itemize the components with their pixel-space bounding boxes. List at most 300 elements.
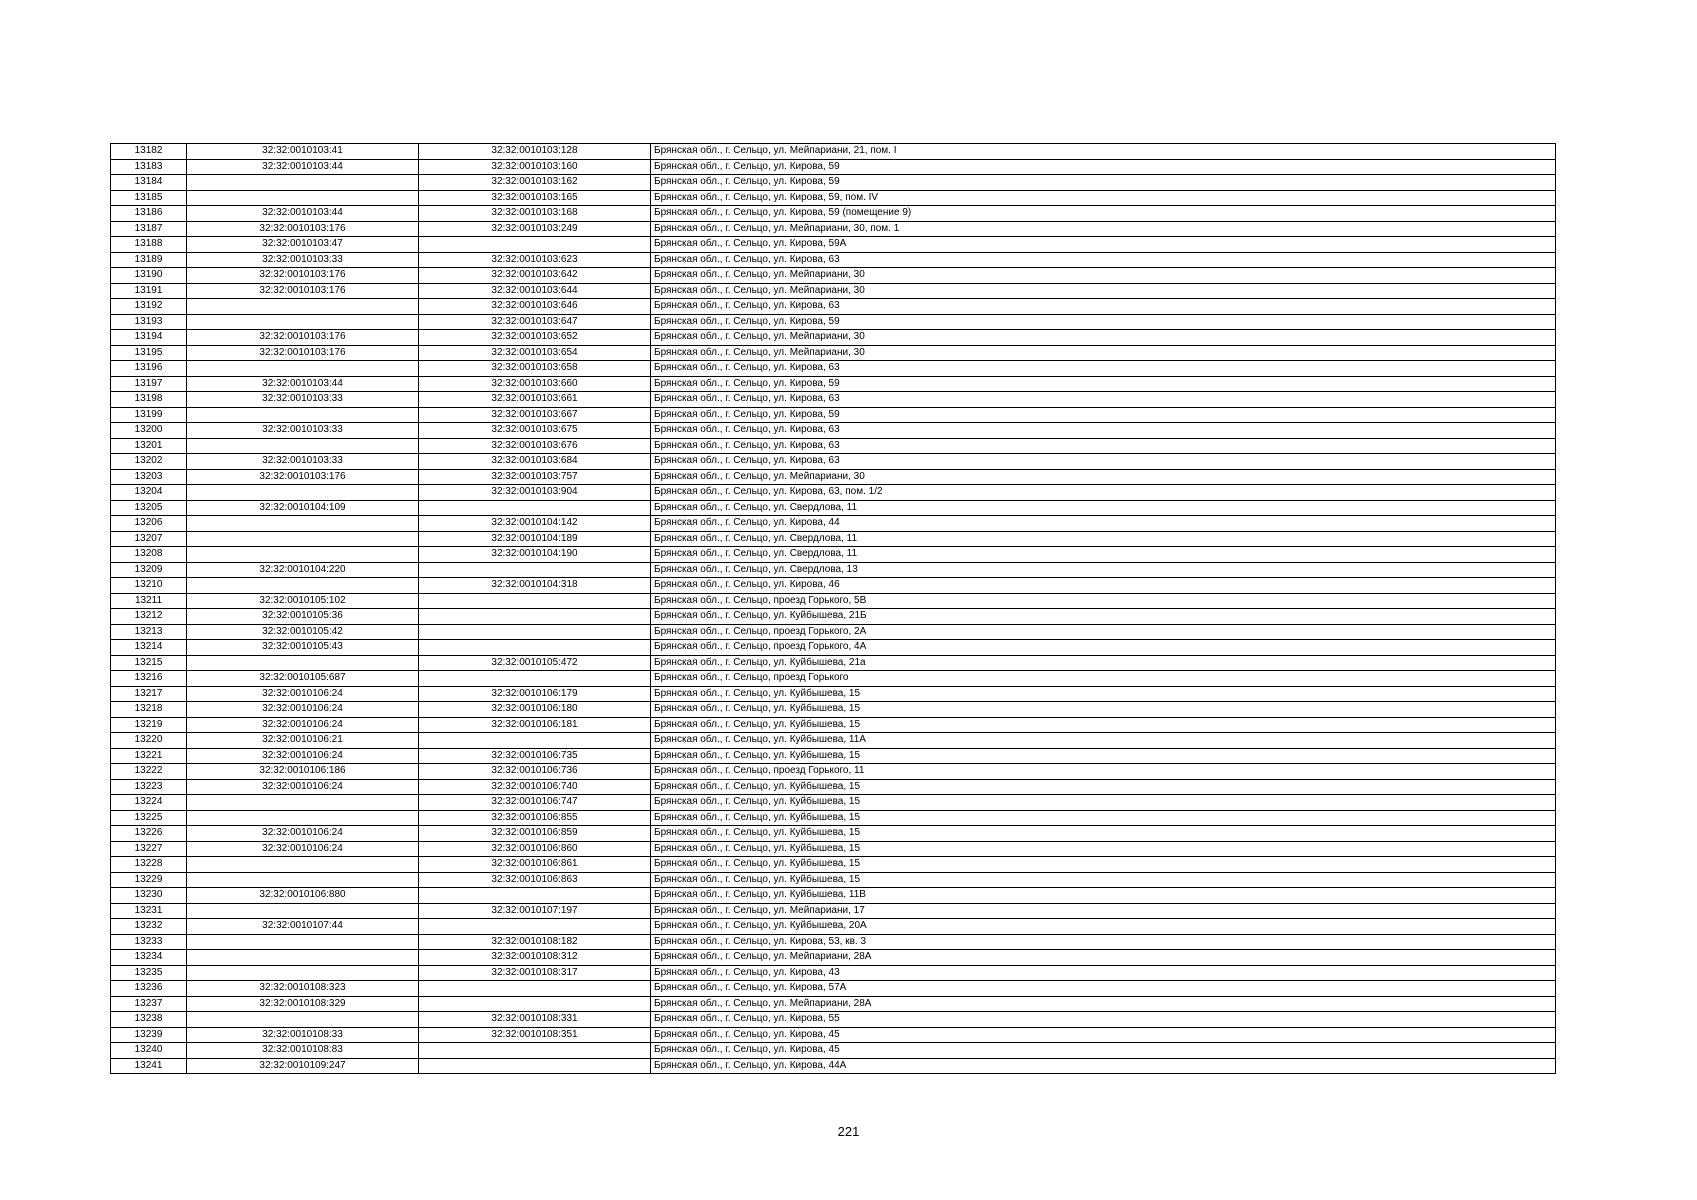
land-plot-cadastral-cell: 32:32:0010103:33	[187, 392, 419, 408]
address-cell: Брянская обл., г. Сельцо, ул. Кирова, 53, кв. 3	[651, 934, 1556, 950]
object-cadastral-cell: 32:32:0010108:331	[419, 1012, 651, 1028]
row-number-cell: 13241	[111, 1058, 187, 1074]
row-number-cell: 13200	[111, 423, 187, 439]
row-number-cell: 13225	[111, 810, 187, 826]
address-cell: Брянская обл., г. Сельцо, проезд Горького	[651, 671, 1556, 687]
row-number-cell: 13201	[111, 438, 187, 454]
land-plot-cadastral-cell: 32:32:0010103:47	[187, 237, 419, 253]
table-row	[111, 578, 1556, 594]
object-cadastral-cell	[419, 500, 651, 516]
row-number-cell: 13215	[111, 655, 187, 671]
row-number-cell: 13238	[111, 1012, 187, 1028]
land-plot-cadastral-cell	[187, 407, 419, 423]
object-cadastral-cell	[419, 640, 651, 656]
row-number-cell: 13194	[111, 330, 187, 346]
land-plot-cadastral-cell: 32:32:0010106:186	[187, 764, 419, 780]
address-cell: Брянская обл., г. Сельцо, ул. Кирова, 57А	[651, 981, 1556, 997]
object-cadastral-cell: 32:32:0010103:654	[419, 345, 651, 361]
object-cadastral-cell	[419, 733, 651, 749]
table-row	[111, 361, 1556, 377]
row-number-cell: 13210	[111, 578, 187, 594]
land-plot-cadastral-cell	[187, 190, 419, 206]
row-number-cell: 13216	[111, 671, 187, 687]
land-plot-cadastral-cell: 32:32:0010104:220	[187, 562, 419, 578]
land-plot-cadastral-cell: 32:32:0010105:687	[187, 671, 419, 687]
land-plot-cadastral-cell: 32:32:0010105:102	[187, 593, 419, 609]
land-plot-cadastral-cell: 32:32:0010106:24	[187, 841, 419, 857]
row-number-cell: 13202	[111, 454, 187, 470]
land-plot-cadastral-cell: 32:32:0010106:24	[187, 717, 419, 733]
object-cadastral-cell: 32:32:0010106:180	[419, 702, 651, 718]
row-number-cell: 13211	[111, 593, 187, 609]
object-cadastral-cell: 32:32:0010103:660	[419, 376, 651, 392]
row-number-cell: 13234	[111, 950, 187, 966]
object-cadastral-cell: 32:32:0010105:472	[419, 655, 651, 671]
address-cell: Брянская обл., г. Сельцо, ул. Кирова, 63	[651, 438, 1556, 454]
object-cadastral-cell: 32:32:0010104:318	[419, 578, 651, 594]
land-plot-cadastral-cell	[187, 934, 419, 950]
row-number-cell: 13235	[111, 965, 187, 981]
row-number-cell: 13236	[111, 981, 187, 997]
address-cell: Брянская обл., г. Сельцо, ул. Свердлова, 11	[651, 531, 1556, 547]
row-number-cell: 13219	[111, 717, 187, 733]
address-cell: Брянская обл., г. Сельцо, ул. Куйбышева, 15	[651, 857, 1556, 873]
row-number-cell: 13184	[111, 175, 187, 191]
object-cadastral-cell	[419, 996, 651, 1012]
land-plot-cadastral-cell	[187, 1012, 419, 1028]
table-row	[111, 469, 1556, 485]
object-cadastral-cell: 32:32:0010106:179	[419, 686, 651, 702]
address-cell: Брянская обл., г. Сельцо, ул. Свердлова, 11	[651, 547, 1556, 563]
object-cadastral-cell: 32:32:0010106:855	[419, 810, 651, 826]
land-plot-cadastral-cell: 32:32:0010108:83	[187, 1043, 419, 1059]
address-cell: Брянская обл., г. Сельцо, ул. Кирова, 59	[651, 376, 1556, 392]
object-cadastral-cell: 32:32:0010106:747	[419, 795, 651, 811]
object-cadastral-cell	[419, 593, 651, 609]
address-cell: Брянская обл., г. Сельцо, проезд Горького, 2А	[651, 624, 1556, 640]
object-cadastral-cell: 32:32:0010103:757	[419, 469, 651, 485]
address-cell: Брянская обл., г. Сельцо, ул. Кирова, 63	[651, 299, 1556, 315]
row-number-cell: 13218	[111, 702, 187, 718]
address-cell: Брянская обл., г. Сельцо, ул. Мейпариани, 30, пом. 1	[651, 221, 1556, 237]
land-plot-cadastral-cell: 32:32:0010103:41	[187, 144, 419, 160]
table-row	[111, 1043, 1556, 1059]
object-cadastral-cell: 32:32:0010103:675	[419, 423, 651, 439]
address-cell: Брянская обл., г. Сельцо, ул. Куйбышева, 15	[651, 826, 1556, 842]
table-row	[111, 268, 1556, 284]
address-cell: Брянская обл., г. Сельцо, ул. Кирова, 45	[651, 1043, 1556, 1059]
land-plot-cadastral-cell	[187, 950, 419, 966]
table-row	[111, 516, 1556, 532]
table-row	[111, 934, 1556, 950]
land-plot-cadastral-cell	[187, 655, 419, 671]
table-row	[111, 671, 1556, 687]
table-row	[111, 531, 1556, 547]
land-plot-cadastral-cell	[187, 299, 419, 315]
table-row	[111, 593, 1556, 609]
land-plot-cadastral-cell: 32:32:0010103:44	[187, 376, 419, 392]
address-cell: Брянская обл., г. Сельцо, ул. Мейпариани, 17	[651, 903, 1556, 919]
row-number-cell: 13189	[111, 252, 187, 268]
row-number-cell: 13212	[111, 609, 187, 625]
object-cadastral-cell	[419, 919, 651, 935]
table-row	[111, 500, 1556, 516]
address-cell: Брянская обл., г. Сельцо, ул. Кирова, 44А	[651, 1058, 1556, 1074]
address-cell: Брянская обл., г. Сельцо, ул. Мейпариани, 30	[651, 283, 1556, 299]
address-cell: Брянская обл., г. Сельцо, ул. Куйбышева, 15	[651, 872, 1556, 888]
land-plot-cadastral-cell: 32:32:0010103:44	[187, 206, 419, 222]
object-cadastral-cell: 32:32:0010108:182	[419, 934, 651, 950]
land-plot-cadastral-cell: 32:32:0010105:36	[187, 609, 419, 625]
object-cadastral-cell: 32:32:0010103:128	[419, 144, 651, 160]
table-row	[111, 175, 1556, 191]
object-cadastral-cell: 32:32:0010106:740	[419, 779, 651, 795]
land-plot-cadastral-cell: 32:32:0010103:176	[187, 221, 419, 237]
land-plot-cadastral-cell: 32:32:0010103:176	[187, 469, 419, 485]
row-number-cell: 13196	[111, 361, 187, 377]
table-row	[111, 748, 1556, 764]
object-cadastral-cell: 32:32:0010107:197	[419, 903, 651, 919]
object-cadastral-cell: 32:32:0010103:658	[419, 361, 651, 377]
address-cell: Брянская обл., г. Сельцо, ул. Кирова, 55	[651, 1012, 1556, 1028]
object-cadastral-cell: 32:32:0010103:676	[419, 438, 651, 454]
object-cadastral-cell: 32:32:0010103:165	[419, 190, 651, 206]
row-number-cell: 13204	[111, 485, 187, 501]
land-plot-cadastral-cell	[187, 485, 419, 501]
row-number-cell: 13220	[111, 733, 187, 749]
object-cadastral-cell: 32:32:0010103:646	[419, 299, 651, 315]
land-plot-cadastral-cell: 32:32:0010106:880	[187, 888, 419, 904]
table-row	[111, 376, 1556, 392]
address-cell: Брянская обл., г. Сельцо, ул. Куйбышева, 11А	[651, 733, 1556, 749]
table-row	[111, 826, 1556, 842]
address-cell: Брянская обл., г. Сельцо, ул. Кирова, 63	[651, 423, 1556, 439]
object-cadastral-cell: 32:32:0010106:736	[419, 764, 651, 780]
row-number-cell: 13228	[111, 857, 187, 873]
address-cell: Брянская обл., г. Сельцо, ул. Кирова, 63	[651, 361, 1556, 377]
object-cadastral-cell	[419, 981, 651, 997]
object-cadastral-cell: 32:32:0010108:351	[419, 1027, 651, 1043]
object-cadastral-cell: 32:32:0010108:317	[419, 965, 651, 981]
land-plot-cadastral-cell	[187, 872, 419, 888]
object-cadastral-cell: 32:32:0010103:642	[419, 268, 651, 284]
row-number-cell: 13193	[111, 314, 187, 330]
address-cell: Брянская обл., г. Сельцо, ул. Мейпариани, 30	[651, 268, 1556, 284]
table-row	[111, 640, 1556, 656]
land-plot-cadastral-cell: 32:32:0010106:24	[187, 686, 419, 702]
land-plot-cadastral-cell	[187, 175, 419, 191]
land-plot-cadastral-cell	[187, 547, 419, 563]
address-cell: Брянская обл., г. Сельцо, ул. Мейпариани, 21, пом. I	[651, 144, 1556, 160]
row-number-cell: 13213	[111, 624, 187, 640]
page-number: 221	[837, 1124, 860, 1139]
row-number-cell: 13231	[111, 903, 187, 919]
land-plot-cadastral-cell: 32:32:0010103:33	[187, 423, 419, 439]
address-cell: Брянская обл., г. Сельцо, ул. Кирова, 59А	[651, 237, 1556, 253]
row-number-cell: 13222	[111, 764, 187, 780]
row-number-cell: 13182	[111, 144, 187, 160]
table-row	[111, 283, 1556, 299]
land-plot-cadastral-cell	[187, 438, 419, 454]
row-number-cell: 13229	[111, 872, 187, 888]
object-cadastral-cell: 32:32:0010104:189	[419, 531, 651, 547]
land-plot-cadastral-cell	[187, 857, 419, 873]
table-row	[111, 965, 1556, 981]
address-cell: Брянская обл., г. Сельцо, ул. Мейпариани, 28А	[651, 950, 1556, 966]
row-number-cell: 13186	[111, 206, 187, 222]
address-cell: Брянская обл., г. Сельцо, проезд Горького, 5В	[651, 593, 1556, 609]
table-row	[111, 392, 1556, 408]
address-cell: Брянская обл., г. Сельцо, ул. Мейпариани, 30	[651, 330, 1556, 346]
table-row	[111, 872, 1556, 888]
land-plot-cadastral-cell: 32:32:0010106:24	[187, 779, 419, 795]
object-cadastral-cell: 32:32:0010103:644	[419, 283, 651, 299]
table-row	[111, 252, 1556, 268]
table-row	[111, 841, 1556, 857]
table-row	[111, 655, 1556, 671]
row-number-cell: 13199	[111, 407, 187, 423]
address-cell: Брянская обл., г. Сельцо, ул. Куйбышева, 15	[651, 702, 1556, 718]
address-cell: Брянская обл., г. Сельцо, ул. Кирова, 59, пом. IV	[651, 190, 1556, 206]
address-cell: Брянская обл., г. Сельцо, ул. Кирова, 63	[651, 454, 1556, 470]
object-cadastral-cell: 32:32:0010103:160	[419, 159, 651, 175]
address-cell: Брянская обл., г. Сельцо, ул. Куйбышева, 15	[651, 795, 1556, 811]
address-cell: Брянская обл., г. Сельцо, ул. Куйбышева, 15	[651, 810, 1556, 826]
land-plot-cadastral-cell: 32:32:0010106:24	[187, 748, 419, 764]
table-row	[111, 996, 1556, 1012]
table-row	[111, 407, 1556, 423]
row-number-cell: 13197	[111, 376, 187, 392]
land-plot-cadastral-cell: 32:32:0010107:44	[187, 919, 419, 935]
land-plot-cadastral-cell	[187, 795, 419, 811]
address-cell: Брянская обл., г. Сельцо, ул. Мейпариани, 30	[651, 345, 1556, 361]
row-number-cell: 13208	[111, 547, 187, 563]
object-cadastral-cell	[419, 1043, 651, 1059]
land-plot-cadastral-cell: 32:32:0010103:44	[187, 159, 419, 175]
row-number-cell: 13221	[111, 748, 187, 764]
object-cadastral-cell: 32:32:0010106:860	[419, 841, 651, 857]
object-cadastral-cell: 32:32:0010103:647	[419, 314, 651, 330]
table-row	[111, 345, 1556, 361]
registry-table	[110, 143, 1556, 1074]
row-number-cell: 13188	[111, 237, 187, 253]
table-row	[111, 764, 1556, 780]
object-cadastral-cell	[419, 562, 651, 578]
row-number-cell: 13209	[111, 562, 187, 578]
row-number-cell: 13217	[111, 686, 187, 702]
land-plot-cadastral-cell	[187, 361, 419, 377]
row-number-cell: 13190	[111, 268, 187, 284]
table-row	[111, 686, 1556, 702]
object-cadastral-cell: 32:32:0010108:312	[419, 950, 651, 966]
object-cadastral-cell	[419, 609, 651, 625]
object-cadastral-cell: 32:32:0010104:142	[419, 516, 651, 532]
row-number-cell: 13187	[111, 221, 187, 237]
table-row	[111, 795, 1556, 811]
table-row	[111, 1027, 1556, 1043]
table-row	[111, 903, 1556, 919]
address-cell: Брянская обл., г. Сельцо, ул. Кирова, 63	[651, 392, 1556, 408]
address-cell: Брянская обл., г. Сельцо, ул. Кирова, 63, пом. 1/2	[651, 485, 1556, 501]
registry-table-body	[111, 144, 1556, 1074]
land-plot-cadastral-cell: 32:32:0010108:33	[187, 1027, 419, 1043]
address-cell: Брянская обл., г. Сельцо, ул. Кирова, 45	[651, 1027, 1556, 1043]
address-cell: Брянская обл., г. Сельцо, ул. Кирова, 63	[651, 252, 1556, 268]
table-row	[111, 221, 1556, 237]
land-plot-cadastral-cell: 32:32:0010103:176	[187, 268, 419, 284]
land-plot-cadastral-cell: 32:32:0010103:176	[187, 283, 419, 299]
table-row	[111, 314, 1556, 330]
table-row	[111, 237, 1556, 253]
address-cell: Брянская обл., г. Сельцо, ул. Куйбышева, 15	[651, 779, 1556, 795]
row-number-cell: 13230	[111, 888, 187, 904]
address-cell: Брянская обл., г. Сельцо, ул. Мейпариани, 30	[651, 469, 1556, 485]
object-cadastral-cell	[419, 1058, 651, 1074]
row-number-cell: 13207	[111, 531, 187, 547]
row-number-cell: 13232	[111, 919, 187, 935]
object-cadastral-cell: 32:32:0010103:661	[419, 392, 651, 408]
land-plot-cadastral-cell	[187, 531, 419, 547]
address-cell: Брянская обл., г. Сельцо, ул. Свердлова, 13	[651, 562, 1556, 578]
land-plot-cadastral-cell: 32:32:0010104:109	[187, 500, 419, 516]
land-plot-cadastral-cell: 32:32:0010108:329	[187, 996, 419, 1012]
row-number-cell: 13223	[111, 779, 187, 795]
address-cell: Брянская обл., г. Сельцо, ул. Куйбышева, 15	[651, 748, 1556, 764]
address-cell: Брянская обл., г. Сельцо, ул. Кирова, 43	[651, 965, 1556, 981]
row-number-cell: 13205	[111, 500, 187, 516]
address-cell: Брянская обл., г. Сельцо, проезд Горького, 11	[651, 764, 1556, 780]
table-row	[111, 423, 1556, 439]
object-cadastral-cell: 32:32:0010106:181	[419, 717, 651, 733]
object-cadastral-cell: 32:32:0010103:652	[419, 330, 651, 346]
object-cadastral-cell: 32:32:0010103:904	[419, 485, 651, 501]
table-row	[111, 159, 1556, 175]
address-cell: Брянская обл., г. Сельцо, ул. Кирова, 59 (помещение 9)	[651, 206, 1556, 222]
table-row	[111, 438, 1556, 454]
row-number-cell: 13237	[111, 996, 187, 1012]
table-row	[111, 888, 1556, 904]
land-plot-cadastral-cell: 32:32:0010103:176	[187, 330, 419, 346]
object-cadastral-cell	[419, 624, 651, 640]
table-row	[111, 547, 1556, 563]
object-cadastral-cell	[419, 237, 651, 253]
land-plot-cadastral-cell: 32:32:0010108:323	[187, 981, 419, 997]
object-cadastral-cell: 32:32:0010106:859	[419, 826, 651, 842]
address-cell: Брянская обл., г. Сельцо, ул. Куйбышева, 11В	[651, 888, 1556, 904]
address-cell: Брянская обл., г. Сельцо, ул. Куйбышева, 15	[651, 717, 1556, 733]
object-cadastral-cell: 32:32:0010106:863	[419, 872, 651, 888]
land-plot-cadastral-cell: 32:32:0010106:24	[187, 702, 419, 718]
object-cadastral-cell: 32:32:0010106:735	[419, 748, 651, 764]
land-plot-cadastral-cell	[187, 810, 419, 826]
table-row	[111, 810, 1556, 826]
row-number-cell: 13203	[111, 469, 187, 485]
object-cadastral-cell	[419, 671, 651, 687]
object-cadastral-cell: 32:32:0010103:684	[419, 454, 651, 470]
object-cadastral-cell: 32:32:0010103:168	[419, 206, 651, 222]
row-number-cell: 13206	[111, 516, 187, 532]
object-cadastral-cell: 32:32:0010103:162	[419, 175, 651, 191]
row-number-cell: 13239	[111, 1027, 187, 1043]
row-number-cell: 13185	[111, 190, 187, 206]
row-number-cell: 13192	[111, 299, 187, 315]
table-row	[111, 454, 1556, 470]
row-number-cell: 13224	[111, 795, 187, 811]
object-cadastral-cell: 32:32:0010103:667	[419, 407, 651, 423]
address-cell: Брянская обл., г. Сельцо, ул. Куйбышева, 15	[651, 686, 1556, 702]
address-cell: Брянская обл., г. Сельцо, ул. Кирова, 59	[651, 407, 1556, 423]
table-row	[111, 1058, 1556, 1074]
table-row	[111, 733, 1556, 749]
object-cadastral-cell: 32:32:0010106:861	[419, 857, 651, 873]
table-row	[111, 981, 1556, 997]
address-cell: Брянская обл., г. Сельцо, ул. Куйбышева, 21а	[651, 655, 1556, 671]
land-plot-cadastral-cell: 32:32:0010103:176	[187, 345, 419, 361]
address-cell: Брянская обл., г. Сельцо, ул. Мейпариани, 28А	[651, 996, 1556, 1012]
table-row	[111, 609, 1556, 625]
land-plot-cadastral-cell: 32:32:0010103:33	[187, 252, 419, 268]
table-row	[111, 190, 1556, 206]
land-plot-cadastral-cell: 32:32:0010109:247	[187, 1058, 419, 1074]
land-plot-cadastral-cell	[187, 516, 419, 532]
land-plot-cadastral-cell: 32:32:0010103:33	[187, 454, 419, 470]
table-row	[111, 624, 1556, 640]
address-cell: Брянская обл., г. Сельцо, ул. Кирова, 59	[651, 159, 1556, 175]
table-row	[111, 857, 1556, 873]
table-row	[111, 299, 1556, 315]
land-plot-cadastral-cell	[187, 903, 419, 919]
address-cell: Брянская обл., г. Сельцо, ул. Куйбышева, 15	[651, 841, 1556, 857]
address-cell: Брянская обл., г. Сельцо, ул. Кирова, 46	[651, 578, 1556, 594]
address-cell: Брянская обл., г. Сельцо, ул. Кирова, 59	[651, 314, 1556, 330]
object-cadastral-cell: 32:32:0010103:249	[419, 221, 651, 237]
row-number-cell: 13214	[111, 640, 187, 656]
table-row	[111, 144, 1556, 160]
row-number-cell: 13233	[111, 934, 187, 950]
table-row	[111, 919, 1556, 935]
row-number-cell: 13227	[111, 841, 187, 857]
row-number-cell: 13183	[111, 159, 187, 175]
object-cadastral-cell: 32:32:0010104:190	[419, 547, 651, 563]
address-cell: Брянская обл., г. Сельцо, ул. Кирова, 59	[651, 175, 1556, 191]
address-cell: Брянская обл., г. Сельцо, ул. Кирова, 44	[651, 516, 1556, 532]
table-row	[111, 717, 1556, 733]
row-number-cell: 13226	[111, 826, 187, 842]
land-plot-cadastral-cell	[187, 965, 419, 981]
table-row	[111, 950, 1556, 966]
land-plot-cadastral-cell: 32:32:0010105:42	[187, 624, 419, 640]
table-row	[111, 1012, 1556, 1028]
row-number-cell: 13240	[111, 1043, 187, 1059]
table-row	[111, 485, 1556, 501]
address-cell: Брянская обл., г. Сельцо, проезд Горького, 4А	[651, 640, 1556, 656]
address-cell: Брянская обл., г. Сельцо, ул. Свердлова, 11	[651, 500, 1556, 516]
land-plot-cadastral-cell: 32:32:0010106:24	[187, 826, 419, 842]
table-row	[111, 562, 1556, 578]
land-plot-cadastral-cell: 32:32:0010105:43	[187, 640, 419, 656]
table-row	[111, 702, 1556, 718]
table-row	[111, 330, 1556, 346]
land-plot-cadastral-cell	[187, 578, 419, 594]
land-plot-cadastral-cell	[187, 314, 419, 330]
object-cadastral-cell	[419, 888, 651, 904]
table-row	[111, 779, 1556, 795]
row-number-cell: 13191	[111, 283, 187, 299]
row-number-cell: 13195	[111, 345, 187, 361]
object-cadastral-cell: 32:32:0010103:623	[419, 252, 651, 268]
address-cell: Брянская обл., г. Сельцо, ул. Куйбышева, 21Б	[651, 609, 1556, 625]
address-cell: Брянская обл., г. Сельцо, ул. Куйбышева, 20А	[651, 919, 1556, 935]
